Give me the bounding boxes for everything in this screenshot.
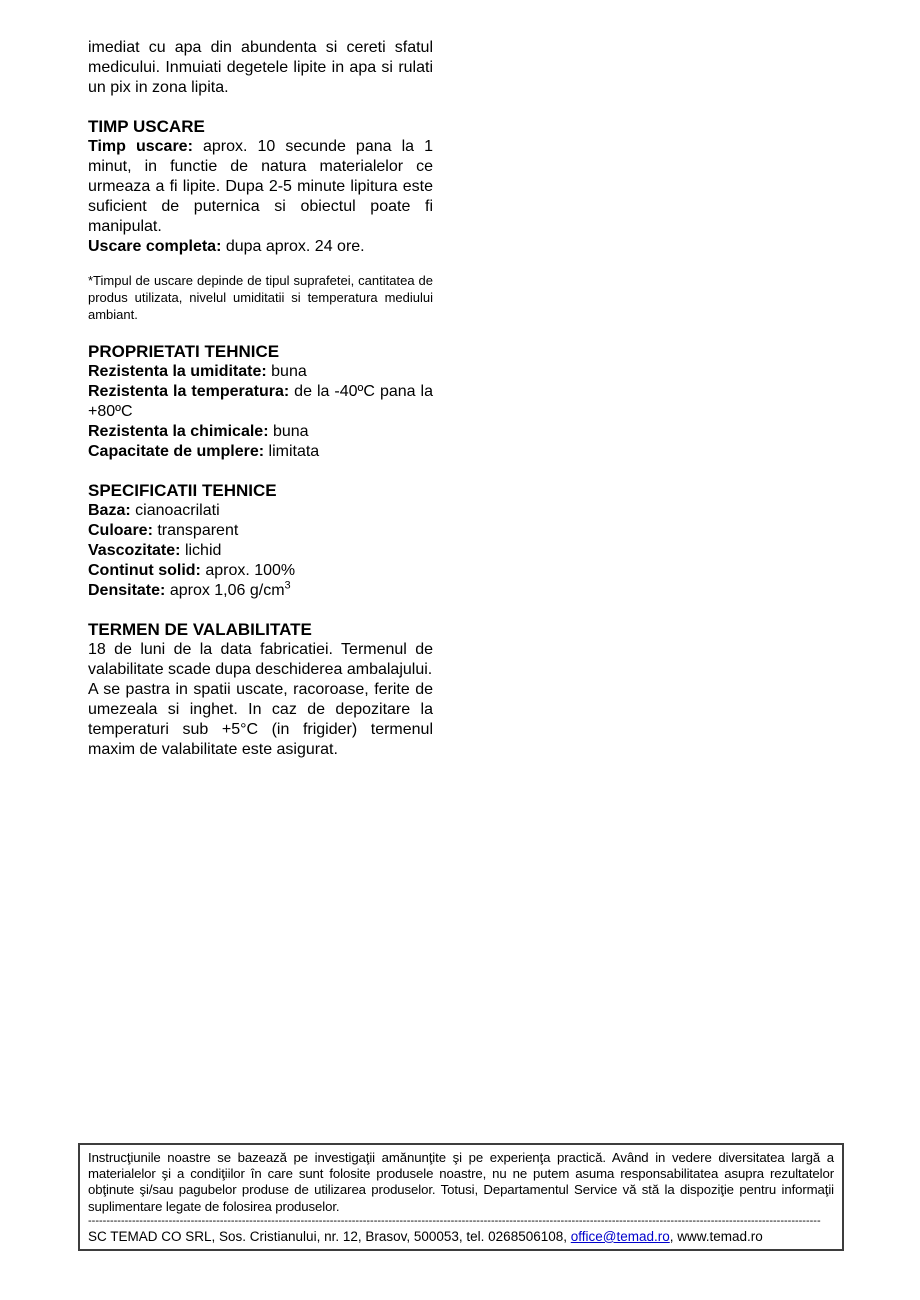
property-value: buna xyxy=(271,363,307,380)
uscare-completa-value: dupa aprox. 24 ore. xyxy=(225,238,365,255)
timp-uscare-value: aprox. 10 secunde pana la 1 minut, in functie de natura materialelor ce urmeaza a fi lipite. Dupa 2-5 minute lipitura este suficient de puternica si obiectul poate fi manipulat. xyxy=(88,138,433,235)
property-line xyxy=(88,422,433,442)
property-label: Rezistenta la temperatura: xyxy=(88,383,290,400)
company-website-text: , www.temad.ro xyxy=(669,1228,763,1244)
termen-paragraph-2: A se pastra in spatii uscate, racoroase, ferite de umezeala si inghet. In caz de depozitare la temperaturi sub +5°C (in frigider) termenul maxim de valabilitate este asigurat. xyxy=(88,681,433,758)
section-heading-termen: TERMEN DE VALABILITATE xyxy=(88,620,312,639)
dashed-separator: -------------------------------------------------------------------------------------------------------------------------------------------------------------------------------------------------------- xyxy=(88,1214,821,1227)
spec-value: cianoacrilati xyxy=(135,502,220,519)
drying-time-footnote: *Timpul de uscare depinde de tipul suprafetei, cantitatea de produs utilizata, nivelul umiditatii si temperatura mediului ambiant. xyxy=(88,273,433,322)
spec-line-densitate xyxy=(88,581,433,601)
property-label: Rezistenta la umiditate: xyxy=(88,363,267,380)
property-line xyxy=(88,442,433,462)
spec-label: Culoare: xyxy=(88,522,153,539)
spec-superscript: 3 xyxy=(284,579,291,592)
company-address-text: SC TEMAD CO SRL, Sos. Cristianului, nr. 12, Brasov, 500053, tel. 0268506108, xyxy=(88,1228,571,1244)
timp-uscare-paragraph xyxy=(88,137,433,237)
property-line xyxy=(88,382,433,422)
text-column xyxy=(88,38,433,760)
spec-value: aprox 1,06 g/cm xyxy=(169,582,285,599)
spec-label: Vascozitate: xyxy=(88,542,181,559)
property-label: Capacitate de umplere: xyxy=(88,443,265,460)
property-value: de la -40ºC pana la +80ºC xyxy=(88,383,433,420)
uscare-completa-paragraph xyxy=(88,237,433,257)
company-contact-line xyxy=(88,1228,834,1245)
property-label: Rezistenta la chimicale: xyxy=(88,423,269,440)
spec-label: Continut solid: xyxy=(88,562,201,579)
spec-line xyxy=(88,501,433,521)
section-heading-timp-uscare: TIMP USCARE xyxy=(88,117,205,136)
spec-value: transparent xyxy=(157,522,239,539)
footer-box xyxy=(78,1143,844,1251)
section-heading-specificatii: SPECIFICATII TEHNICE xyxy=(88,481,277,500)
spec-label: Densitate: xyxy=(88,582,166,599)
intro-paragraph: imediat cu apa din abundenta si cereti sfatul medicului. Inmuiati degetele lipite in apa si rulati un pix in zona lipita. xyxy=(88,39,433,96)
uscare-completa-label: Uscare completa: xyxy=(88,238,222,255)
timp-uscare-label: Timp uscare: xyxy=(88,138,193,155)
spec-line xyxy=(88,561,433,581)
disclaimer-text: Instrucţiunile noastre se bazează pe investigaţii amănunţite şi pe experienţa practică. Având in vedere diversitatea largă a materialelor şi a condiţiilor în care sunt folosite produsele noastre, nu ne putem asuma responsabilitatea asupra rezultatelor obţinute şi/sau pagubelor produse de utilizarea produselor. Totusi, Departamentul Service vă stă la dispoziţie pentru informaţii suplimentare legate de folosirea produselor. xyxy=(88,1150,834,1214)
email-link[interactable]: office@temad.ro xyxy=(570,1228,670,1244)
property-value: limitata xyxy=(268,443,320,460)
property-line xyxy=(88,362,433,382)
section-heading-proprietati: PROPRIETATI TEHNICE xyxy=(88,342,280,361)
spec-value: lichid xyxy=(184,542,222,559)
termen-paragraph-1: 18 de luni de la data fabricatiei. Termenul de valabilitate scade dupa deschiderea ambalajului. xyxy=(88,641,433,678)
spec-line xyxy=(88,521,433,541)
spec-label: Baza: xyxy=(88,502,131,519)
spec-value: aprox. 100% xyxy=(205,562,296,579)
property-value: buna xyxy=(272,423,309,440)
spec-line xyxy=(88,541,433,561)
